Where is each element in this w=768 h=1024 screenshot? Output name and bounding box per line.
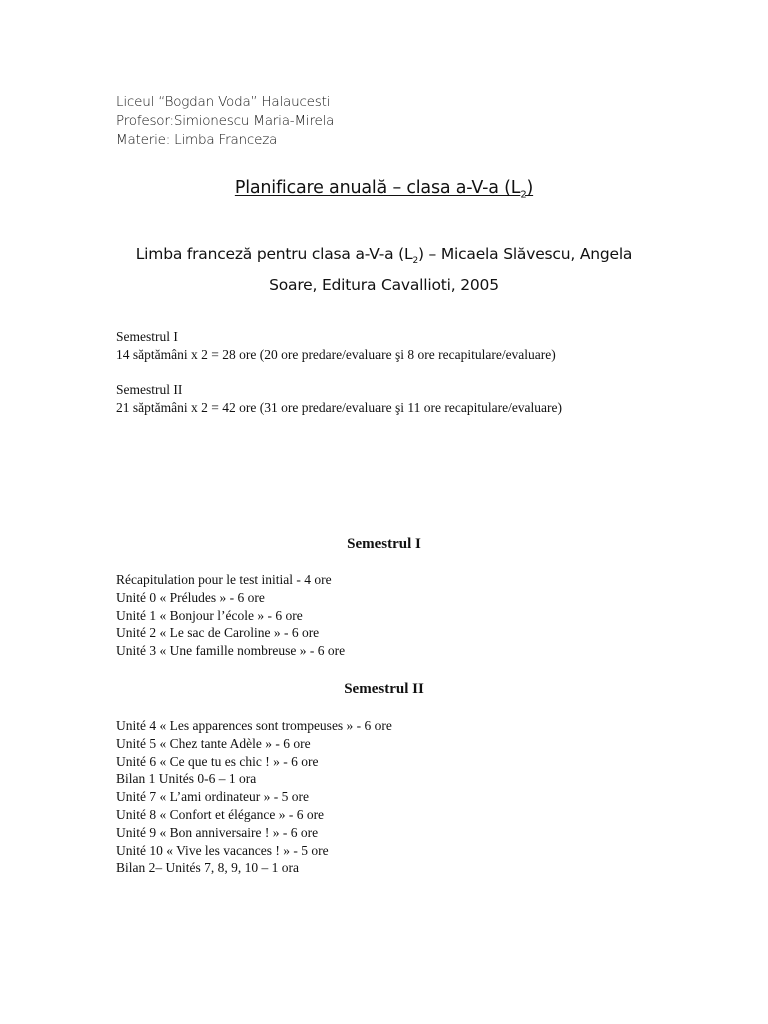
- list-item: Unité 10 « Vive les vacances ! » - 5 ore: [116, 842, 329, 858]
- title-main: Planificare anuală – clasa a-V-a (L: [234, 178, 521, 198]
- teacher-name: Profesor:Simionescu Maria-Mirela: [116, 113, 335, 129]
- semester-1-info-name: Semestrul I: [116, 329, 178, 344]
- title-close: ): [526, 178, 534, 198]
- textbook-reference: [100, 242, 668, 297]
- semester-2-info-name: Semestrul II: [116, 382, 183, 397]
- list-item: Unité 6 « Ce que tu es chic ! » - 6 ore: [116, 753, 319, 769]
- list-item: Unité 3 « Une famille nombreuse » - 6 ore: [116, 643, 346, 659]
- textbook-line-1: [100, 242, 668, 273]
- title-subscript: 2: [520, 189, 527, 201]
- textbook-line-1-start: Limba franceză pentru clasa a-V-a (L: [135, 245, 413, 263]
- semester-2-info: [116, 381, 562, 417]
- document-header: [116, 93, 334, 150]
- list-item: Unité 4 « Les apparences sont trompeuses » - 6 ore: [116, 718, 392, 733]
- list-item: Bilan 2– Unités 7, 8, 9, 10 – 1 ora: [116, 860, 299, 876]
- list-item: Récapitulation pour le test initial - 4 ore: [116, 572, 332, 587]
- list-item: Unité 1 « Bonjour l’école » - 6 ore: [116, 607, 303, 623]
- semester-1-info-detail: 14 săptămâni x 2 = 28 ore (20 ore predare/evaluare şi 8 ore recapitulare/evaluare): [116, 347, 556, 362]
- semester-2-heading: Semestrul II: [344, 681, 424, 697]
- semester-2-info-detail: 21 săptămâni x 2 = 42 ore (31 ore predare/evaluare şi 11 ore recapitulare/evaluare): [116, 400, 563, 415]
- semester-2-list: [116, 717, 392, 877]
- list-item: Unité 7 « L’ami ordinateur » - 5 ore: [116, 789, 309, 805]
- list-item: Unité 5 « Chez tante Adèle » - 6 ore: [116, 735, 311, 751]
- list-item: Unité 0 « Préludes » - 6 ore: [116, 589, 265, 605]
- list-item: Unité 9 « Bon anniversaire ! » - 6 ore: [116, 824, 319, 840]
- list-item: Unité 2 « Le sac de Caroline » - 6 ore: [116, 625, 320, 641]
- semester-1-heading: Semestrul I: [347, 536, 421, 552]
- list-item: Unité 8 « Confort et élégance » - 6 ore: [116, 806, 325, 822]
- semester-1-info: [116, 328, 556, 364]
- list-item: Bilan 1 Unités 0-6 – 1 ora: [116, 771, 257, 787]
- textbook-line-2: Soare, Editura Cavallioti, 2005: [269, 276, 499, 295]
- semester-1-list: [116, 571, 345, 660]
- school-name: Liceul “Bogdan Voda” Halaucesti: [116, 94, 331, 110]
- textbook-line-1-subscript: 2: [412, 256, 418, 267]
- textbook-line-1-end: ) – Micaela Slăvescu, Angela: [417, 245, 633, 263]
- subject-name: Materie: Limba Franceza: [116, 132, 278, 148]
- document-title: [0, 176, 768, 208]
